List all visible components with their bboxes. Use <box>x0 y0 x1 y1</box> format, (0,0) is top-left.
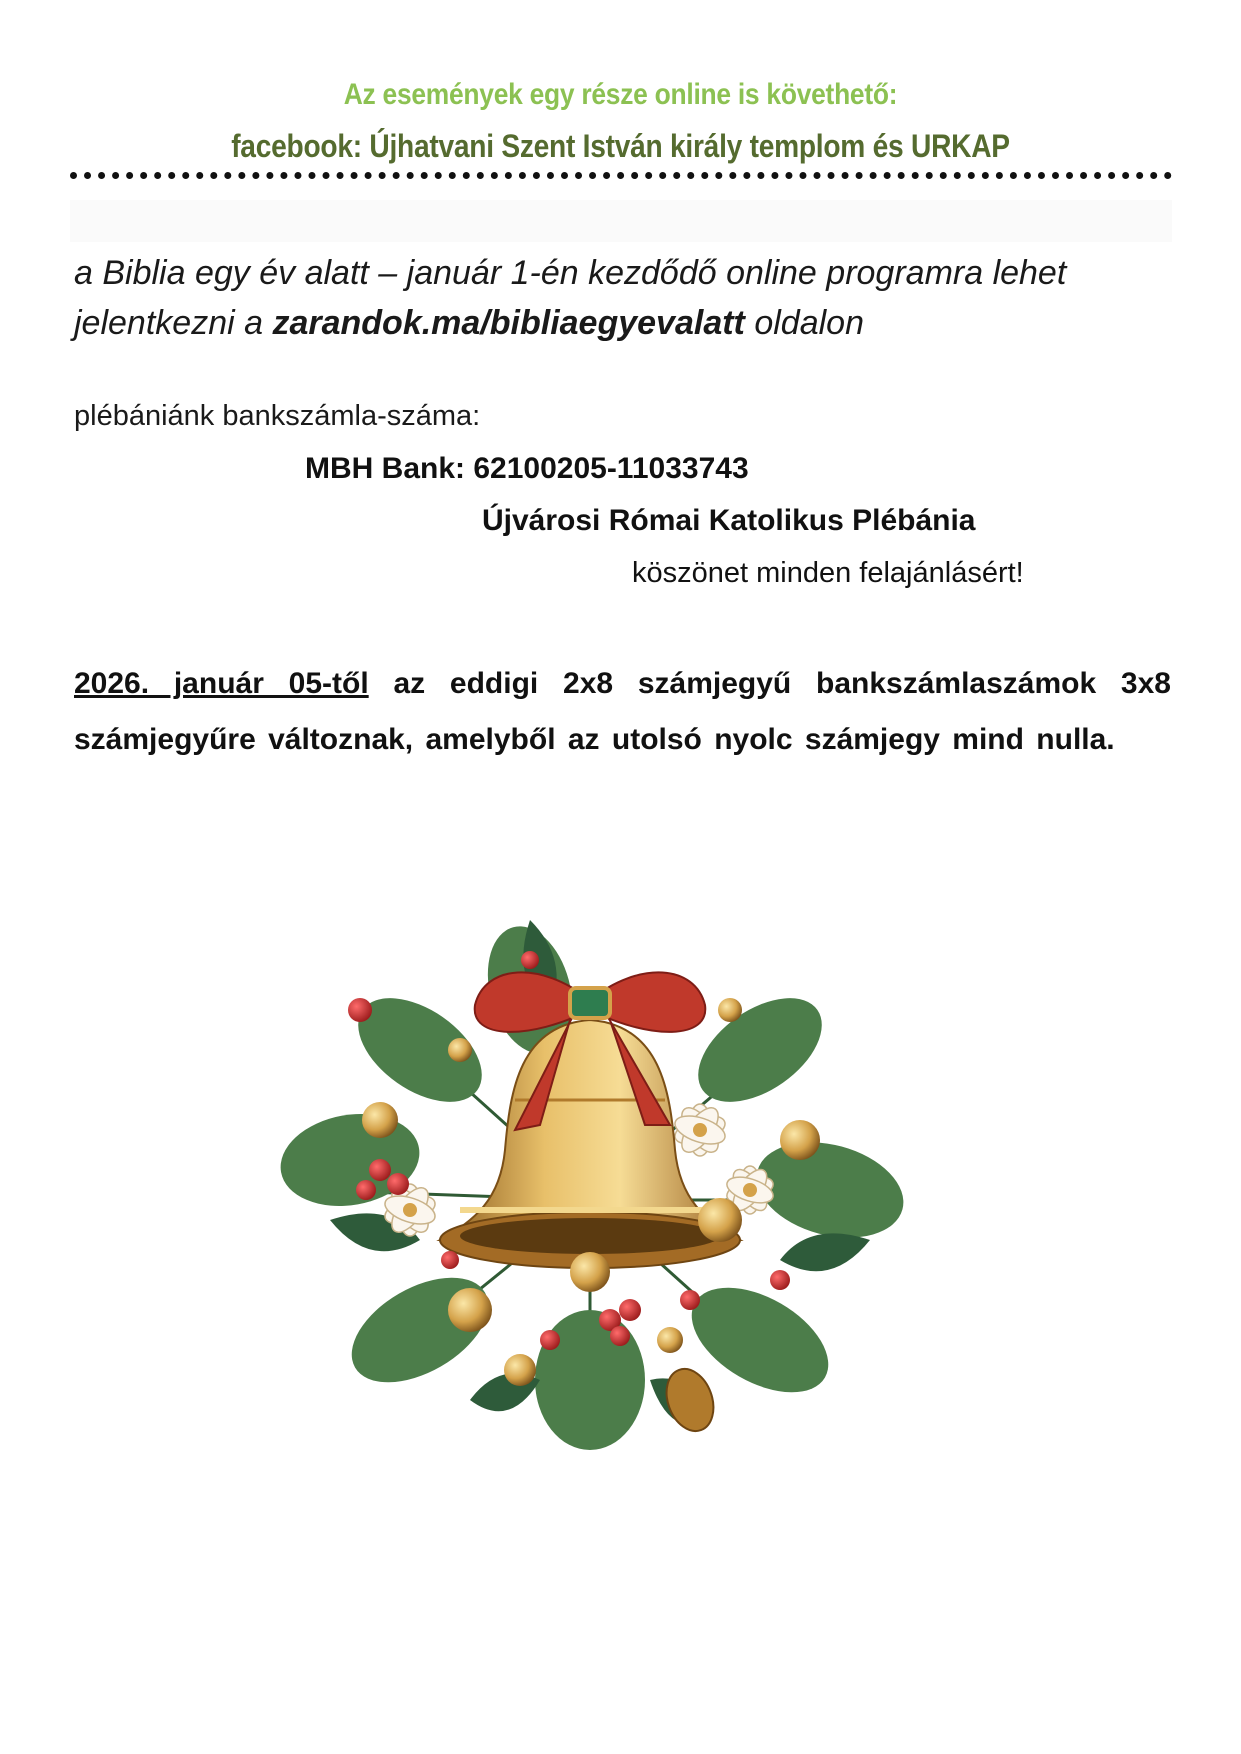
christmas-bell-ornament-icon <box>270 900 910 1500</box>
facebook-line: facebook: Újhatvani Szent István király templom és URKAP <box>231 128 1010 164</box>
account-change-notice <box>74 656 1171 768</box>
bank-label: plébániánk bankszámla-száma: <box>74 400 481 432</box>
notice-date: 2026. január 05-től <box>74 667 369 700</box>
thanks-text: köszönet minden felajánlásért! <box>632 557 1024 589</box>
biblia-text-part1: a Biblia egy év alatt – január 1-én kezdődő online programra lehet jelentkezni a <box>74 254 1067 342</box>
biblia-text-part2: oldalon <box>744 304 864 342</box>
parish-name: Újvárosi Római Katolikus Plébánia <box>482 504 976 537</box>
gray-band <box>70 200 1172 242</box>
online-notice: Az események egy része online is követhető: <box>343 78 898 111</box>
bank-account: MBH Bank: 62100205-11033743 <box>305 452 749 485</box>
notice-text: az eddigi 2x8 számjegyű bankszámlaszámok 3x8 számjegyűre változnak, amelyből az utolsó nyolc számjegy mind nulla. <box>74 667 1171 756</box>
biblia-link[interactable]: zarandok.ma/bibliaegyevalatt <box>272 304 745 342</box>
biblia-paragraph <box>74 248 1174 348</box>
dotted-divider <box>70 172 1172 179</box>
